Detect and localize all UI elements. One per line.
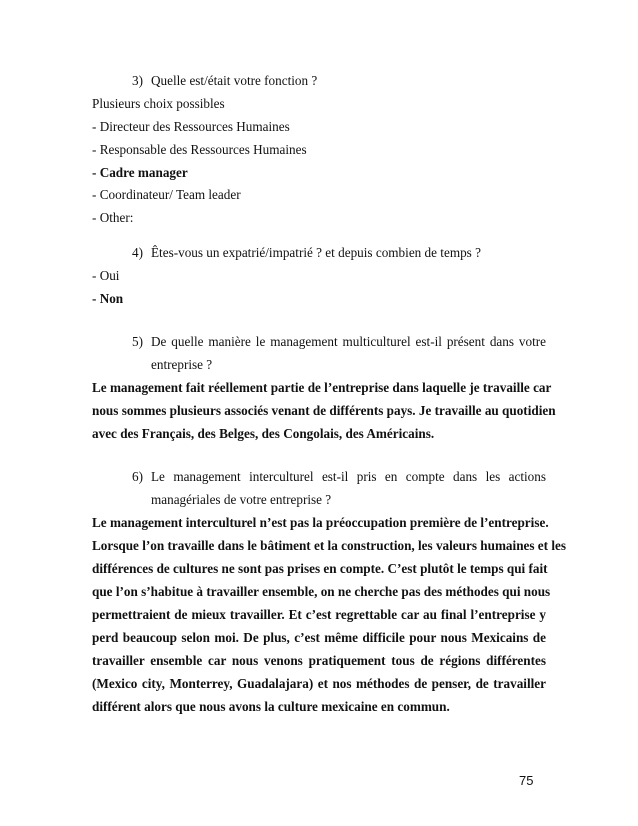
q6-question-line-2: managériales de votre entreprise ?: [151, 492, 332, 507]
q3-number: 3): [132, 73, 143, 88]
q5-question-line-1: De quelle manière le management multiculturel est-il présent dans votre: [151, 334, 546, 349]
q3-option-2: - Responsable des Ressources Humaines: [92, 142, 307, 157]
q4-option-1: - Oui: [92, 268, 120, 283]
q6-answer-line-1: Le management interculturel n’est pas la préoccupation première de l’entreprise.: [92, 515, 549, 530]
q6-answer-line-5: permettraient de mieux travailler. Et c’est regrettable car au final l’entreprise y: [92, 607, 546, 622]
q6-answer-line-4: que l’on s’habitue à travailler ensemble, on ne cherche pas des méthodes qui nous: [92, 584, 551, 599]
q3-intro: Plusieurs choix possibles: [92, 96, 225, 111]
page-number: 75: [519, 773, 534, 788]
q5-number: 5): [132, 334, 143, 349]
q3-option-5: - Other:: [92, 210, 134, 225]
q6-answer-line-9: différent alors que nous avons la culture mexicaine en commun.: [92, 699, 450, 714]
q3-question: Quelle est/était votre fonction ?: [151, 73, 318, 88]
q3-option-1: - Directeur des Ressources Humaines: [92, 119, 290, 134]
q3-option-4: - Coordinateur/ Team leader: [92, 187, 241, 202]
q6-question-line-1: Le management interculturel est-il pris en compte dans les actions: [151, 469, 546, 484]
q4-question: Êtes-vous un expatrié/impatrié ? et depuis combien de temps ?: [151, 245, 481, 260]
q3-option-3-selected: - Cadre manager: [92, 165, 188, 180]
q6-answer-line-6: perd beaucoup selon moi. De plus, c’est même difficile pour nous Mexicains de: [92, 630, 546, 645]
q5-question-line-2: entreprise ?: [151, 357, 213, 372]
q6-answer-line-2: Lorsque l’on travaille dans le bâtiment et la construction, les valeurs humaines et les: [92, 538, 566, 553]
q6-answer-line-7: travailler ensemble car nous venons pratiquement tous de régions différentes: [92, 653, 546, 668]
q6-answer-line-8: (Mexico city, Monterrey, Guadalajara) et nos méthodes de penser, de travailler: [92, 676, 546, 691]
q4-option-2-selected: - Non: [92, 291, 124, 306]
q5-answer-line-2: nous sommes plusieurs associés venant de différents pays. Je travaille au quotidien: [92, 403, 556, 418]
q5-answer-line-1: Le management fait réellement partie de l’entreprise dans laquelle je travaille car: [92, 380, 552, 395]
q5-answer-line-3: avec des Français, des Belges, des Congolais, des Américains.: [92, 426, 435, 441]
q6-number: 6): [132, 469, 143, 484]
q4-number: 4): [132, 245, 143, 260]
q6-answer-line-3: différences de cultures ne sont pas prises en compte. C’est plutôt le temps qui fait: [92, 561, 548, 576]
